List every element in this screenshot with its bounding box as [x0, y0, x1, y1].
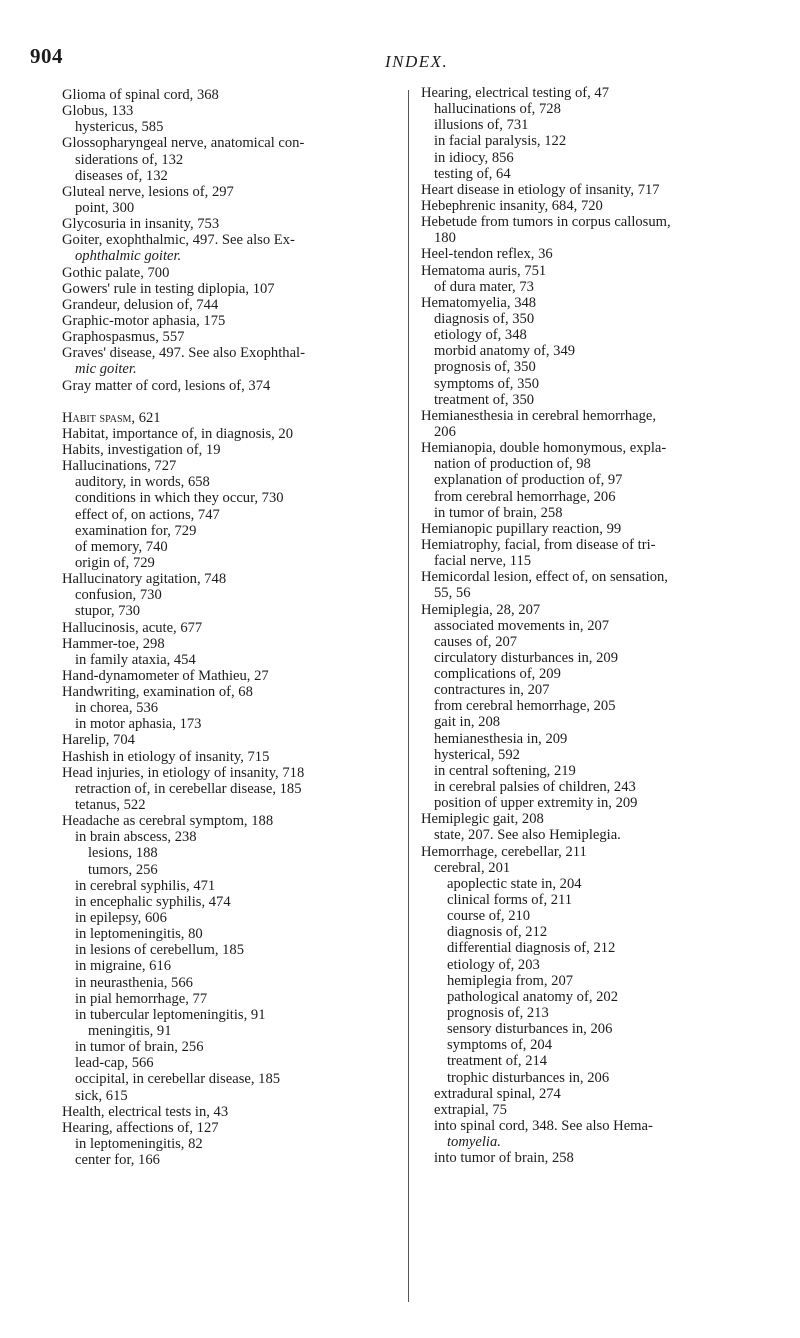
index-subentry: confusion, 730 — [75, 587, 162, 604]
index-entry: Glycosuria in insanity, 753 — [62, 216, 220, 233]
index-entry: Gluteal nerve, lesions of, 297 — [62, 183, 234, 200]
index-subentry: in cerebral palsies of children, 243 — [434, 779, 636, 796]
index-subentry: cerebral, 201 — [434, 859, 511, 876]
index-subentry: treatment of, 350 — [434, 391, 535, 408]
index-subentry: lead-cap, 566 — [75, 1055, 154, 1072]
index-column-right — [421, 85, 781, 1166]
index-entry: Glossopharyngeal nerve, anatomical con- — [62, 135, 305, 152]
index-subentry: hallucinations of, 728 — [434, 101, 561, 118]
index-subentry: into spinal cord, 348. See also Hema- — [434, 1118, 653, 1134]
index-subentry: in central softening, 219 — [434, 762, 576, 779]
index-entry: Hemicordal lesion, effect of, on sensation, — [421, 569, 668, 586]
index-subentry: complications of, 209 — [434, 666, 561, 683]
index-entry: Graphic-motor aphasia, 175 — [62, 312, 226, 329]
index-subentry: hemianesthesia in, 209 — [434, 730, 568, 747]
index-subentry: of dura mater, 73 — [434, 278, 534, 295]
index-entry: Gray matter of cord, lesions of, 374 — [62, 377, 271, 394]
index-subentry: tumors, 256 — [88, 861, 158, 878]
index-subentry: pathological anatomy of, 202 — [447, 988, 619, 1005]
index-entry: Graves' disease, 497. See also Exophthal- — [62, 345, 305, 362]
index-subentry: trophic disturbances in, 206 — [447, 1069, 610, 1086]
index-subentry: diagnosis of, 350 — [434, 310, 535, 327]
index-subentry: circulatory disturbances in, 209 — [434, 649, 618, 666]
index-subentry: in tumor of brain, 256 — [75, 1039, 204, 1056]
index-entry: Globus, 133 — [62, 103, 134, 120]
index-entry: Hemianopic pupillary reaction, 99 — [421, 520, 622, 537]
index-subentry: symptoms of, 204 — [447, 1037, 552, 1054]
index-entry: Hammer-toe, 298 — [62, 635, 165, 652]
index-entry: Grandeur, delusion of, 744 — [62, 296, 219, 313]
index-subentry: diagnosis of, 212 — [447, 924, 548, 941]
index-subentry: facial nerve, 115 — [434, 553, 532, 570]
index-entry: Glioma of spinal cord, 368 — [62, 87, 219, 103]
index-subentry: 55, 56 — [434, 585, 471, 602]
index-subentry: nation of production of, 98 — [434, 456, 591, 473]
index-entry: Gowers' rule in testing diplopia, 107 — [62, 280, 275, 297]
index-subentry: center for, 166 — [75, 1152, 160, 1169]
index-entry: Health, electrical tests in, 43 — [62, 1103, 229, 1120]
index-subentry: in chorea, 536 — [75, 700, 159, 717]
index-entry: Gothic palate, 700 — [62, 264, 170, 281]
index-subentry: extradural spinal, 274 — [434, 1085, 561, 1102]
index-entry: Hebephrenic insanity, 684, 720 — [421, 197, 603, 214]
index-subentry: mic goiter. — [75, 361, 137, 378]
index-subentry: ophthalmic goiter. — [75, 248, 182, 265]
index-entry: Hallucinatory agitation, 748 — [62, 571, 227, 588]
index-subentry: in facial paralysis, 122 — [434, 133, 567, 150]
index-subentry: occipital, in cerebellar disease, 185 — [75, 1071, 281, 1088]
index-entry: Habitat, importance of, in diagnosis, 20 — [62, 425, 294, 442]
index-entry: Hemiatrophy, facial, from disease of tri- — [421, 536, 656, 553]
page-number: 904 — [30, 44, 63, 68]
index-subentry: sick, 615 — [75, 1087, 128, 1104]
index-subentry: treatment of, 214 — [447, 1053, 548, 1070]
index-subentry: in family ataxia, 454 — [75, 651, 196, 668]
index-subentry: in leptomeningitis, 82 — [75, 1136, 203, 1152]
index-subentry: in neurasthenia, 566 — [75, 974, 193, 991]
index-entry: Headache as cerebral symptom, 188 — [62, 813, 274, 830]
index-subentry: in motor aphasia, 173 — [75, 716, 202, 733]
index-subentry: in lesions of cerebellum, 185 — [75, 942, 245, 959]
column-divider — [408, 90, 409, 1302]
index-subentry: hysterical, 592 — [434, 746, 520, 763]
index-entry: Hemianopia, double homonymous, expla- — [421, 440, 667, 457]
index-entry: Harelip, 704 — [62, 732, 135, 749]
index-entry: Hemiplegia, 28, 207 — [421, 601, 541, 618]
index-entry: Hemianesthesia in cerebral hemorrhage, — [421, 407, 657, 424]
index-entry: Hematomyelia, 348 — [421, 294, 537, 311]
index-subentry: illusions of, 731 — [434, 117, 529, 134]
index-subentry: associated movements in, 207 — [434, 617, 610, 634]
index-subentry: in epilepsy, 606 — [75, 910, 167, 927]
index-entry: Hemorrhage, cerebellar, 211 — [421, 843, 587, 860]
index-entry: Hearing, electrical testing of, 47 — [421, 85, 610, 101]
index-subentry: hemiplegia from, 207 — [447, 972, 574, 989]
index-subentry: in pial hemorrhage, 77 — [75, 990, 208, 1007]
index-subentry: gait in, 208 — [434, 714, 501, 731]
index-subentry: contractures in, 207 — [434, 682, 550, 699]
index-entry: Heart disease in etiology of insanity, 717 — [421, 181, 660, 198]
index-entry: Hebetude from tumors in corpus callosum, — [421, 214, 671, 231]
index-entry: Goiter, exophthalmic, 497. See also Ex- — [62, 232, 295, 249]
index-subentry: hystericus, 585 — [75, 119, 164, 136]
index-subentry: prognosis of, 350 — [434, 359, 536, 376]
index-subentry: siderations of, 132 — [75, 151, 184, 168]
index-subentry: 180 — [434, 230, 456, 247]
index-subentry: apoplectic state in, 204 — [447, 875, 582, 892]
index-entry: Hearing, affections of, 127 — [62, 1119, 219, 1136]
index-subentry: lesions, 188 — [88, 845, 158, 862]
index-subentry: course of, 210 — [447, 908, 531, 925]
index-subentry: position of upper extremity in, 209 — [434, 795, 638, 812]
index-subentry: sensory disturbances in, 206 — [447, 1021, 613, 1038]
index-entry: Hashish in etiology of insanity, 715 — [62, 748, 270, 765]
index-subentry: prognosis of, 213 — [447, 1005, 549, 1022]
index-subentry: tomyelia. — [447, 1134, 501, 1151]
index-subentry: in brain abscess, 238 — [75, 829, 197, 846]
index-subentry: effect of, on actions, 747 — [75, 506, 220, 523]
index-subentry: extrapial, 75 — [434, 1101, 507, 1118]
index-subentry: causes of, 207 — [434, 633, 518, 650]
index-entry: Head injuries, in etiology of insanity, 718 — [62, 764, 305, 781]
index-subentry: origin of, 729 — [75, 554, 155, 571]
index-subentry: in encephalic syphilis, 474 — [75, 893, 231, 910]
index-entry: Habit spasm, 621 — [62, 409, 161, 426]
index-subentry: point, 300 — [75, 199, 135, 216]
index-subentry: into tumor of brain, 258 — [434, 1150, 574, 1167]
index-subentry: in idiocy, 856 — [434, 149, 514, 166]
index-subentry: in migraine, 616 — [75, 958, 172, 975]
index-entry: Heel-tendon reflex, 36 — [421, 246, 553, 263]
index-column-left — [62, 87, 422, 1168]
index-subentry: clinical forms of, 211 — [447, 892, 573, 909]
index-entry: Handwriting, examination of, 68 — [62, 684, 253, 701]
index-subentry: morbid anatomy of, 349 — [434, 343, 576, 360]
index-subentry: etiology of, 348 — [434, 327, 527, 344]
index-subentry: in leptomeningitis, 80 — [75, 926, 203, 943]
index-subentry: in tubercular leptomeningitis, 91 — [75, 1006, 266, 1023]
index-subentry: examination for, 729 — [75, 522, 197, 539]
index-subentry: from cerebral hemorrhage, 206 — [434, 488, 616, 505]
index-subentry: diseases of, 132 — [75, 167, 168, 184]
index-entry: Hallucinosis, acute, 677 — [62, 619, 203, 636]
index-subentry: from cerebral hemorrhage, 205 — [434, 698, 616, 715]
section-gap — [62, 394, 422, 410]
index-subentry: state, 207. See also Hemiplegia. — [434, 827, 621, 844]
index-subentry: of memory, 740 — [75, 538, 168, 555]
index-subentry: 206 — [434, 423, 456, 440]
index-subentry: retraction of, in cerebellar disease, 185 — [75, 780, 302, 797]
index-entry: Hand-dynamometer of Mathieu, 27 — [62, 667, 269, 684]
index-entry: Hematoma auris, 751 — [421, 262, 547, 279]
index-entry: Habits, investigation of, 19 — [62, 441, 221, 458]
index-subentry: stupor, 730 — [75, 603, 141, 620]
index-subentry: testing of, 64 — [434, 165, 511, 182]
index-subentry: meningitis, 91 — [88, 1023, 172, 1040]
index-subentry: explanation of production of, 97 — [434, 472, 623, 489]
index-subentry: symptoms of, 350 — [434, 375, 539, 392]
running-head: INDEX. — [385, 52, 449, 71]
index-entry: Hemiplegic gait, 208 — [421, 811, 544, 828]
index-subentry: tetanus, 522 — [75, 797, 146, 814]
index-subentry: auditory, in words, 658 — [75, 474, 210, 491]
index-entry: Hallucinations, 727 — [62, 458, 177, 475]
index-entry: Graphospasmus, 557 — [62, 329, 185, 346]
index-subentry: differential diagnosis of, 212 — [447, 940, 616, 957]
index-subentry: etiology of, 203 — [447, 956, 540, 973]
index-subentry: in cerebral syphilis, 471 — [75, 877, 216, 894]
index-subentry: in tumor of brain, 258 — [434, 504, 563, 521]
index-subentry: conditions in which they occur, 730 — [75, 490, 284, 507]
